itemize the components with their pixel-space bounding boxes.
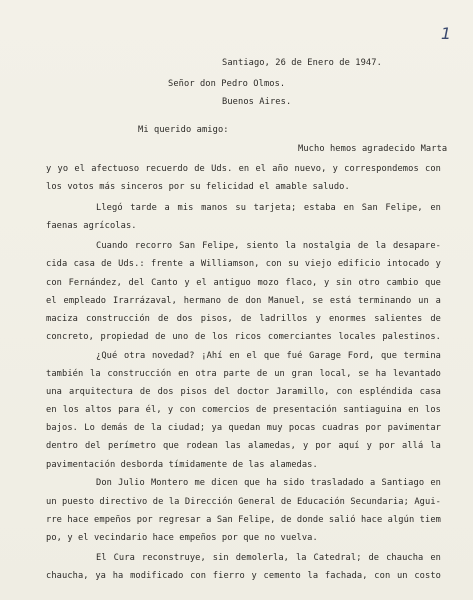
recipient-name: Señor don Pedro Olmos.	[168, 79, 286, 89]
body-line: bajos. Lo demás de la ciudad; ya quedan muy pocas cuadras por pavimentar	[46, 423, 441, 433]
body-line: faenas agrícolas.	[46, 221, 137, 231]
body-line: ¿Qué otra novedad? ¡Ahí en el que fué Garage Ford, que termina	[96, 351, 441, 361]
body-line: con Fernández, del Canto y el antiguo mozo flaco, y sin otro cambio que	[46, 278, 441, 288]
body-line: rre hace empeños por regresar a San Felipe, de donde salió hace algún tiem	[46, 515, 441, 525]
body-line: también la construcción en otra parte de un gran local, se ha levantado	[46, 369, 441, 379]
body-line: el empleado Irarrázaval, hermano de don Manuel, se está terminando un a	[46, 296, 441, 306]
body-line: cida casa de Uds.: frente a Williamson, con su viejo edificio intocado y	[46, 259, 441, 269]
body-line: Mucho hemos agradecido Marta	[298, 144, 448, 154]
body-line: El Cura reconstruye, sin demolerla, la Catedral; de chaucha en	[96, 553, 441, 563]
body-line: y yo el afectuoso recuerdo de Uds. en el año nuevo, y correspondemos con	[46, 164, 441, 174]
body-line: Llegó tarde a mis manos su tarjeta; estaba en San Felipe, en	[96, 203, 441, 213]
body-line: concreto, propiedad de uno de los ricos comerciantes locales palestinos.	[46, 332, 441, 342]
body-line: una arquitectura de dos pisos del doctor Jaramillo, con espléndida casa	[46, 387, 441, 397]
body-line: Cuando recorro San Felipe, siento la nostalgia de la desapare-	[96, 241, 441, 251]
body-line: en los altos para él, y con comercios de presentación santiaguina en los	[46, 405, 441, 415]
body-line: pavimentación desborda tímidamente de las alamedas.	[46, 460, 318, 470]
body-line: un puesto directivo de la Dirección General de Educación Secundaria; Agui-	[46, 497, 441, 507]
body-line: chaucha, ya ha modificado con fierro y cemento la fachada, con un costo	[46, 571, 441, 581]
body-line: Don Julio Montero me dicen que ha sido trasladado a Santiago en	[96, 478, 441, 488]
body-line: los votos más sinceros por su felicidad el amable saludo.	[46, 182, 350, 192]
recipient-city: Buenos Aires.	[222, 97, 292, 107]
date-line: Santiago, 26 de Enero de 1947.	[222, 58, 382, 68]
body-line: maciza construcción de dos pisos, de ladrillos y enormes salientes de	[46, 314, 441, 324]
salutation: Mi querido amigo:	[138, 125, 229, 135]
page-number: 1	[440, 24, 451, 43]
body-line: dentro del perímetro que rodean las alamedas, y por aquí y por allá la	[46, 441, 441, 451]
body-line: po, y el vecindario hace empeños por que no vuelva.	[46, 533, 318, 543]
